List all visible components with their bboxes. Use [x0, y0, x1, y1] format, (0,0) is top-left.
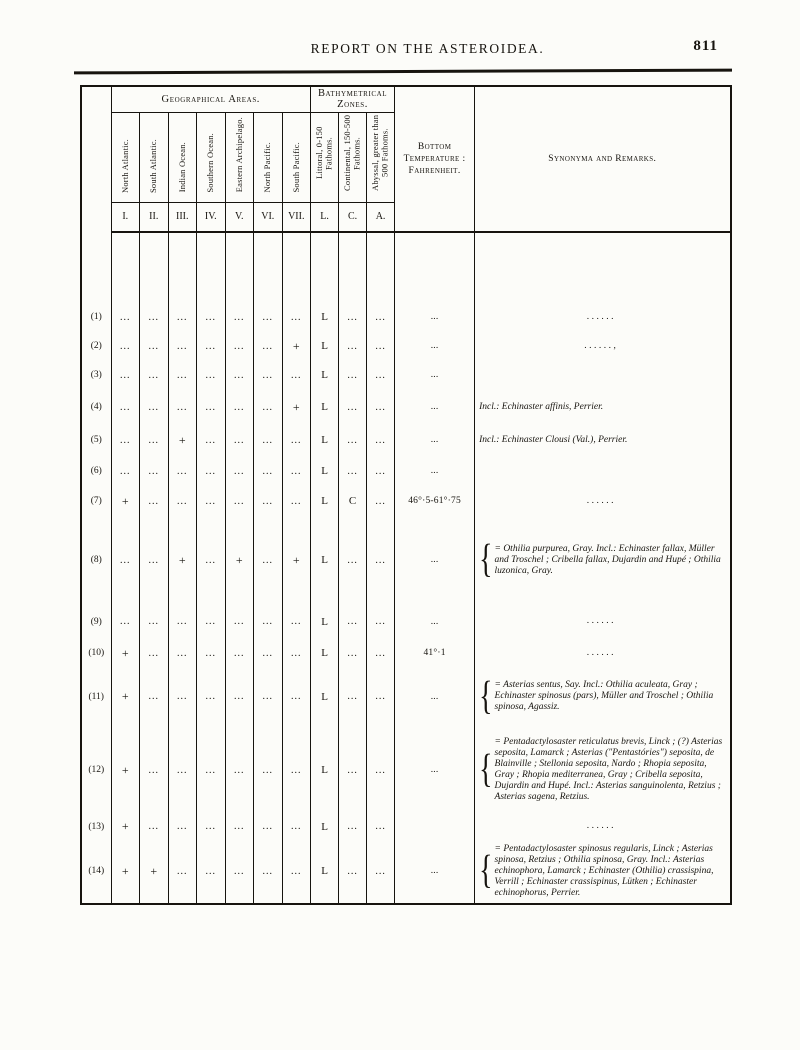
geo-cell: ... — [111, 424, 140, 456]
geo-cell: ... — [254, 456, 283, 486]
geo-cell: ... — [225, 839, 254, 904]
remarks-cell — [475, 667, 731, 726]
geo-cell: ... — [168, 839, 197, 904]
temp-cell — [395, 814, 475, 839]
row-number: (10) — [81, 639, 111, 667]
table-row — [81, 667, 731, 726]
spacer-row — [81, 232, 731, 302]
geo-cell: ... — [140, 667, 169, 726]
geo-cell: ... — [140, 456, 169, 486]
geo-cell: ... — [168, 390, 197, 424]
row-number: (11) — [81, 667, 111, 726]
geo-cell: ... — [168, 726, 197, 814]
geo-cell: ... — [111, 360, 140, 390]
geo-cell: ... — [140, 604, 169, 639]
geo-col-label-text: North Pacific. — [262, 142, 272, 193]
row-number: (2) — [81, 332, 111, 360]
geo-cell: ... — [197, 726, 226, 814]
zone-cell: ... — [339, 604, 367, 639]
brace-glyph: { — [479, 847, 493, 893]
geo-cell: ... — [254, 486, 283, 516]
zone-cell: ... — [367, 486, 395, 516]
remarks-cell: ......, — [475, 332, 731, 360]
remarks-cell: ...... — [475, 639, 731, 667]
geo-cell: + — [140, 839, 169, 904]
geo-cell: ... — [197, 332, 226, 360]
geo-cell: ... — [254, 360, 283, 390]
row-number: (6) — [81, 456, 111, 486]
geo-cell: ... — [168, 332, 197, 360]
geo-cell: ... — [197, 424, 226, 456]
geo-col-label-5 — [225, 112, 254, 202]
zone-col-label-text: Abyssal, greater than 500 Fathoms. — [370, 114, 390, 191]
geo-cell: ... — [282, 839, 311, 904]
zone-cell: ... — [367, 516, 395, 604]
zone-col-numeral-1: L. — [311, 202, 339, 232]
zone-cell: ... — [367, 839, 395, 904]
temp-cell: 46°·5-61°·75 — [395, 486, 475, 516]
geo-cell: ... — [197, 639, 226, 667]
temp-cell: ... — [395, 604, 475, 639]
geo-col-numeral-5: V. — [225, 202, 254, 232]
row-number: (8) — [81, 516, 111, 604]
zone-cell — [339, 232, 367, 302]
zone-cell: L — [311, 456, 339, 486]
geo-cell: ... — [225, 390, 254, 424]
geo-cell: ... — [254, 839, 283, 904]
geo-col-numeral-3: III. — [168, 202, 197, 232]
geo-col-numeral-2: II. — [140, 202, 169, 232]
zone-cell: ... — [367, 456, 395, 486]
brace-glyph: { — [479, 536, 493, 582]
distribution-table — [80, 85, 732, 905]
geo-cell: ... — [282, 604, 311, 639]
geo-cell: + — [111, 814, 140, 839]
geo-cell: ... — [111, 456, 140, 486]
zone-cell: ... — [339, 302, 367, 332]
geo-col-numeral-1: I. — [111, 202, 140, 232]
remarks-cell: Incl.: Echinaster affinis, Perrier. — [475, 390, 731, 424]
remarks-text: = Pentadactylosaster reticulatus brevis, Linck ; (?) Asterias seposita, Lamarck ; Asterias ("Pentastóries") seposita, de Blainville ; Stellonia seposita, Nardo ; Rhopia seposita, Gray ; Rhopia mediterranea, Gray ; Cribella seposita, Dujardin and Hupé. Incl.: Asterias sanguinolenta, Retzius ; Asterias sagena, Retzius. — [494, 737, 723, 802]
geo-cell: ... — [225, 726, 254, 814]
geo-cell: ... — [254, 424, 283, 456]
geo-cell: + — [282, 516, 311, 604]
geo-cell: ... — [282, 456, 311, 486]
remarks-text: = Asterias sentus, Say. Incl.: Othilia aculeata, Gray ; Echinaster spinosus (pars), Müller and Troschel ; Othilia spinosa, Agassiz. — [494, 680, 714, 712]
geo-cell: ... — [140, 814, 169, 839]
geo-cell: ... — [197, 390, 226, 424]
geo-cell: ... — [225, 604, 254, 639]
geo-cell: ... — [197, 456, 226, 486]
geo-cell: ... — [282, 726, 311, 814]
geo-col-label-3 — [168, 112, 197, 202]
geo-cell: ... — [111, 332, 140, 360]
zone-cell: L — [311, 302, 339, 332]
geo-col-label-4 — [197, 112, 226, 202]
row-number: (3) — [81, 360, 111, 390]
zone-cell: ... — [367, 424, 395, 456]
zones-group-header: Bathymetrical Zones. — [311, 86, 395, 112]
geo-cell: + — [168, 516, 197, 604]
zone-cell: ... — [367, 726, 395, 814]
temp-cell: ... — [395, 516, 475, 604]
table-row — [81, 839, 731, 904]
zone-cell: L — [311, 726, 339, 814]
geo-cell: ... — [140, 390, 169, 424]
row-number-header — [81, 86, 111, 232]
zone-col-label-2 — [339, 112, 367, 202]
geo-cell: ... — [111, 516, 140, 604]
table-row — [81, 814, 731, 839]
temp-cell — [395, 232, 475, 302]
geo-group-header: Geographical Areas. — [111, 86, 311, 112]
geo-cell: ... — [197, 360, 226, 390]
geo-cell: ... — [254, 332, 283, 360]
table-header — [81, 86, 731, 232]
zone-cell: ... — [339, 516, 367, 604]
geo-cell — [111, 232, 140, 302]
zone-cell: L — [311, 839, 339, 904]
zone-cell: ... — [339, 814, 367, 839]
zone-cell: L — [311, 516, 339, 604]
geo-cell: ... — [197, 814, 226, 839]
zone-cell: L — [311, 604, 339, 639]
remarks-cell — [475, 456, 731, 486]
header-rule — [74, 69, 732, 74]
geo-cell: ... — [254, 390, 283, 424]
geo-cell: ... — [282, 486, 311, 516]
geo-cell: ... — [197, 667, 226, 726]
geo-cell: ... — [254, 667, 283, 726]
remarks-cell: ...... — [475, 604, 731, 639]
zone-cell: L — [311, 360, 339, 390]
row-number: (12) — [81, 726, 111, 814]
geo-cell: ... — [254, 516, 283, 604]
zone-cell: L — [311, 424, 339, 456]
geo-cell: ... — [168, 456, 197, 486]
zone-cell: L — [311, 486, 339, 516]
remarks-cell — [475, 726, 731, 814]
zone-cell: L — [311, 814, 339, 839]
geo-cell: ... — [140, 639, 169, 667]
geo-cell: ... — [225, 302, 254, 332]
geo-col-label-text: Southern Ocean. — [205, 132, 215, 193]
geo-cell: ... — [111, 604, 140, 639]
zone-cell: C — [339, 486, 367, 516]
geo-cell: + — [282, 390, 311, 424]
geo-cell: ... — [140, 302, 169, 332]
table-row — [81, 604, 731, 639]
geo-cell: + — [111, 639, 140, 667]
geo-cell: ... — [225, 814, 254, 839]
geo-cell: ... — [225, 424, 254, 456]
zone-cell: ... — [367, 604, 395, 639]
geo-cell: ... — [140, 486, 169, 516]
geo-col-label-text: Eastern Archipelago. — [233, 117, 244, 193]
geo-cell: ... — [225, 332, 254, 360]
geo-cell: ... — [140, 332, 169, 360]
zone-cell: ... — [339, 639, 367, 667]
temperature-header: Bottom Temperature : Fahrenheit. — [395, 86, 475, 232]
geo-cell: ... — [225, 667, 254, 726]
row-number: (4) — [81, 390, 111, 424]
geo-cell: ... — [254, 604, 283, 639]
table-row — [81, 332, 731, 360]
geo-cell: ... — [254, 302, 283, 332]
temp-cell: ... — [395, 424, 475, 456]
zone-cell: ... — [367, 360, 395, 390]
geo-col-label-text: North Atlantic. — [119, 138, 130, 193]
geo-cell: ... — [140, 360, 169, 390]
geo-cell: + — [111, 486, 140, 516]
geo-cell: + — [168, 424, 197, 456]
row-number: (1) — [81, 302, 111, 332]
remarks-cell: ...... — [475, 486, 731, 516]
geo-cell: ... — [168, 667, 197, 726]
geo-cell: ... — [168, 814, 197, 839]
geo-cell: ... — [140, 516, 169, 604]
geo-cell: ... — [168, 360, 197, 390]
geo-cell: ... — [225, 486, 254, 516]
temp-cell: ... — [395, 302, 475, 332]
zone-cell — [367, 232, 395, 302]
geo-col-numeral-7: VII. — [282, 202, 311, 232]
table-row — [81, 390, 731, 424]
geo-cell: ... — [111, 302, 140, 332]
remarks-cell — [475, 360, 731, 390]
geo-cell: + — [282, 332, 311, 360]
table-row — [81, 516, 731, 604]
geo-cell: + — [111, 839, 140, 904]
zone-cell: ... — [339, 360, 367, 390]
table-row — [81, 424, 731, 456]
remarks-cell: ...... — [475, 302, 731, 332]
geo-cell: ... — [225, 639, 254, 667]
geo-cell — [282, 232, 311, 302]
geo-col-numeral-4: IV. — [197, 202, 226, 232]
zone-cell: ... — [367, 302, 395, 332]
geo-cell: ... — [111, 390, 140, 424]
remarks-cell — [475, 516, 731, 604]
page-number: 811 — [693, 38, 718, 54]
geo-cell: ... — [197, 839, 226, 904]
remarks-cell: Incl.: Echinaster Clousi (Val.), Perrier. — [475, 424, 731, 456]
temp-cell: ... — [395, 667, 475, 726]
zone-col-label-3 — [367, 112, 395, 202]
zone-cell: ... — [367, 332, 395, 360]
geo-col-label-2 — [140, 112, 169, 202]
geo-cell: ... — [168, 604, 197, 639]
zone-cell: ... — [339, 667, 367, 726]
brace-glyph: { — [479, 746, 493, 792]
row-number: (7) — [81, 486, 111, 516]
temp-cell: ... — [395, 332, 475, 360]
row-number: (13) — [81, 814, 111, 839]
geo-cell: ... — [282, 639, 311, 667]
geo-cell: ... — [197, 302, 226, 332]
geo-cell: ... — [282, 360, 311, 390]
geo-col-label-text: South Pacific. — [290, 142, 301, 193]
temp-cell: ... — [395, 360, 475, 390]
running-head — [80, 40, 730, 58]
zone-cell: L — [311, 390, 339, 424]
zone-cell: ... — [339, 332, 367, 360]
table-row — [81, 360, 731, 390]
table-row — [81, 486, 731, 516]
temp-cell: 41°·1 — [395, 639, 475, 667]
row-number: (9) — [81, 604, 111, 639]
geo-cell — [140, 232, 169, 302]
geo-cell: ... — [282, 814, 311, 839]
geo-cell: ... — [197, 604, 226, 639]
zone-cell: ... — [367, 814, 395, 839]
zone-cell: ... — [367, 667, 395, 726]
geo-cell — [225, 232, 254, 302]
zone-cell: L — [311, 667, 339, 726]
geo-cell: ... — [197, 516, 226, 604]
brace-glyph: { — [479, 673, 493, 719]
zone-col-label-text: Littoral, 0-150 Fathoms. — [314, 126, 334, 179]
group-header-row — [81, 86, 731, 112]
geo-cell: ... — [140, 726, 169, 814]
geo-cell: ... — [254, 814, 283, 839]
geo-cell: + — [111, 667, 140, 726]
table-row — [81, 726, 731, 814]
zone-cell: ... — [339, 424, 367, 456]
zone-col-label-1 — [311, 112, 339, 202]
geo-cell: ... — [168, 639, 197, 667]
zone-cell: L — [311, 332, 339, 360]
zone-cell: ... — [339, 839, 367, 904]
geo-cell: ... — [168, 302, 197, 332]
geo-col-label-1 — [111, 112, 140, 202]
geo-cell — [197, 232, 226, 302]
row-number: (5) — [81, 424, 111, 456]
geo-cell: ... — [254, 639, 283, 667]
geo-cell: ... — [225, 360, 254, 390]
temp-cell: ... — [395, 456, 475, 486]
geo-cell: ... — [282, 302, 311, 332]
zone-cell — [311, 232, 339, 302]
page-title: REPORT ON THE ASTEROIDEA. — [310, 41, 545, 56]
geo-col-numeral-6: VI. — [254, 202, 283, 232]
remarks-header: Synonyma and Remarks. — [475, 86, 731, 232]
temp-cell: ... — [395, 839, 475, 904]
geo-cell: ... — [225, 456, 254, 486]
geo-col-label-6 — [254, 112, 283, 202]
zone-col-numeral-3: A. — [367, 202, 395, 232]
zone-cell: ... — [367, 390, 395, 424]
table-body — [81, 232, 731, 904]
table-row — [81, 456, 731, 486]
remarks-cell — [475, 232, 731, 302]
geo-cell: + — [225, 516, 254, 604]
row-number: (14) — [81, 839, 111, 904]
zone-col-label-text: Continental, 150-500 Fathoms. — [342, 114, 362, 191]
geo-cell: ... — [168, 486, 197, 516]
geo-cell: ... — [197, 486, 226, 516]
zone-col-numeral-2: C. — [339, 202, 367, 232]
temp-cell: ... — [395, 390, 475, 424]
geo-cell: + — [111, 726, 140, 814]
row-number — [81, 232, 111, 302]
geo-cell — [254, 232, 283, 302]
zone-cell: ... — [339, 456, 367, 486]
geo-col-label-text: South Atlantic. — [148, 138, 158, 193]
geo-cell: ... — [282, 667, 311, 726]
remarks-text: = Pentadactylosaster spinosus regularis, Linck ; Asterias spinosa, Retzius ; Othilia spinosa, Gray. Incl.: Asterias echinophora, Lamarck ; Echinaster (Othilia) crassispina, Verrill ; Echinaster crassispinus, Lütken ; Echinaster echinophorus, Perrier. — [494, 843, 714, 898]
geo-cell: ... — [140, 424, 169, 456]
remarks-cell — [475, 839, 731, 904]
remarks-text: = Othilia purpurea, Gray. Incl.: Echinaster fallax, Müller and Troschel ; Cribella fallax, Dujardin and Hupé ; Othilia luzonica, Gray. — [494, 543, 721, 576]
temp-cell: ... — [395, 726, 475, 814]
geo-cell: ... — [282, 424, 311, 456]
zone-cell: ... — [339, 726, 367, 814]
zone-cell: ... — [367, 639, 395, 667]
zone-cell: ... — [339, 390, 367, 424]
remarks-cell: ...... — [475, 814, 731, 839]
geo-cell — [168, 232, 197, 302]
geo-col-label-7 — [282, 112, 311, 202]
table-row — [81, 302, 731, 332]
zone-cell: L — [311, 639, 339, 667]
geo-cell: ... — [254, 726, 283, 814]
table-row — [81, 639, 731, 667]
geo-col-label-text: Indian Ocean. — [176, 142, 187, 193]
